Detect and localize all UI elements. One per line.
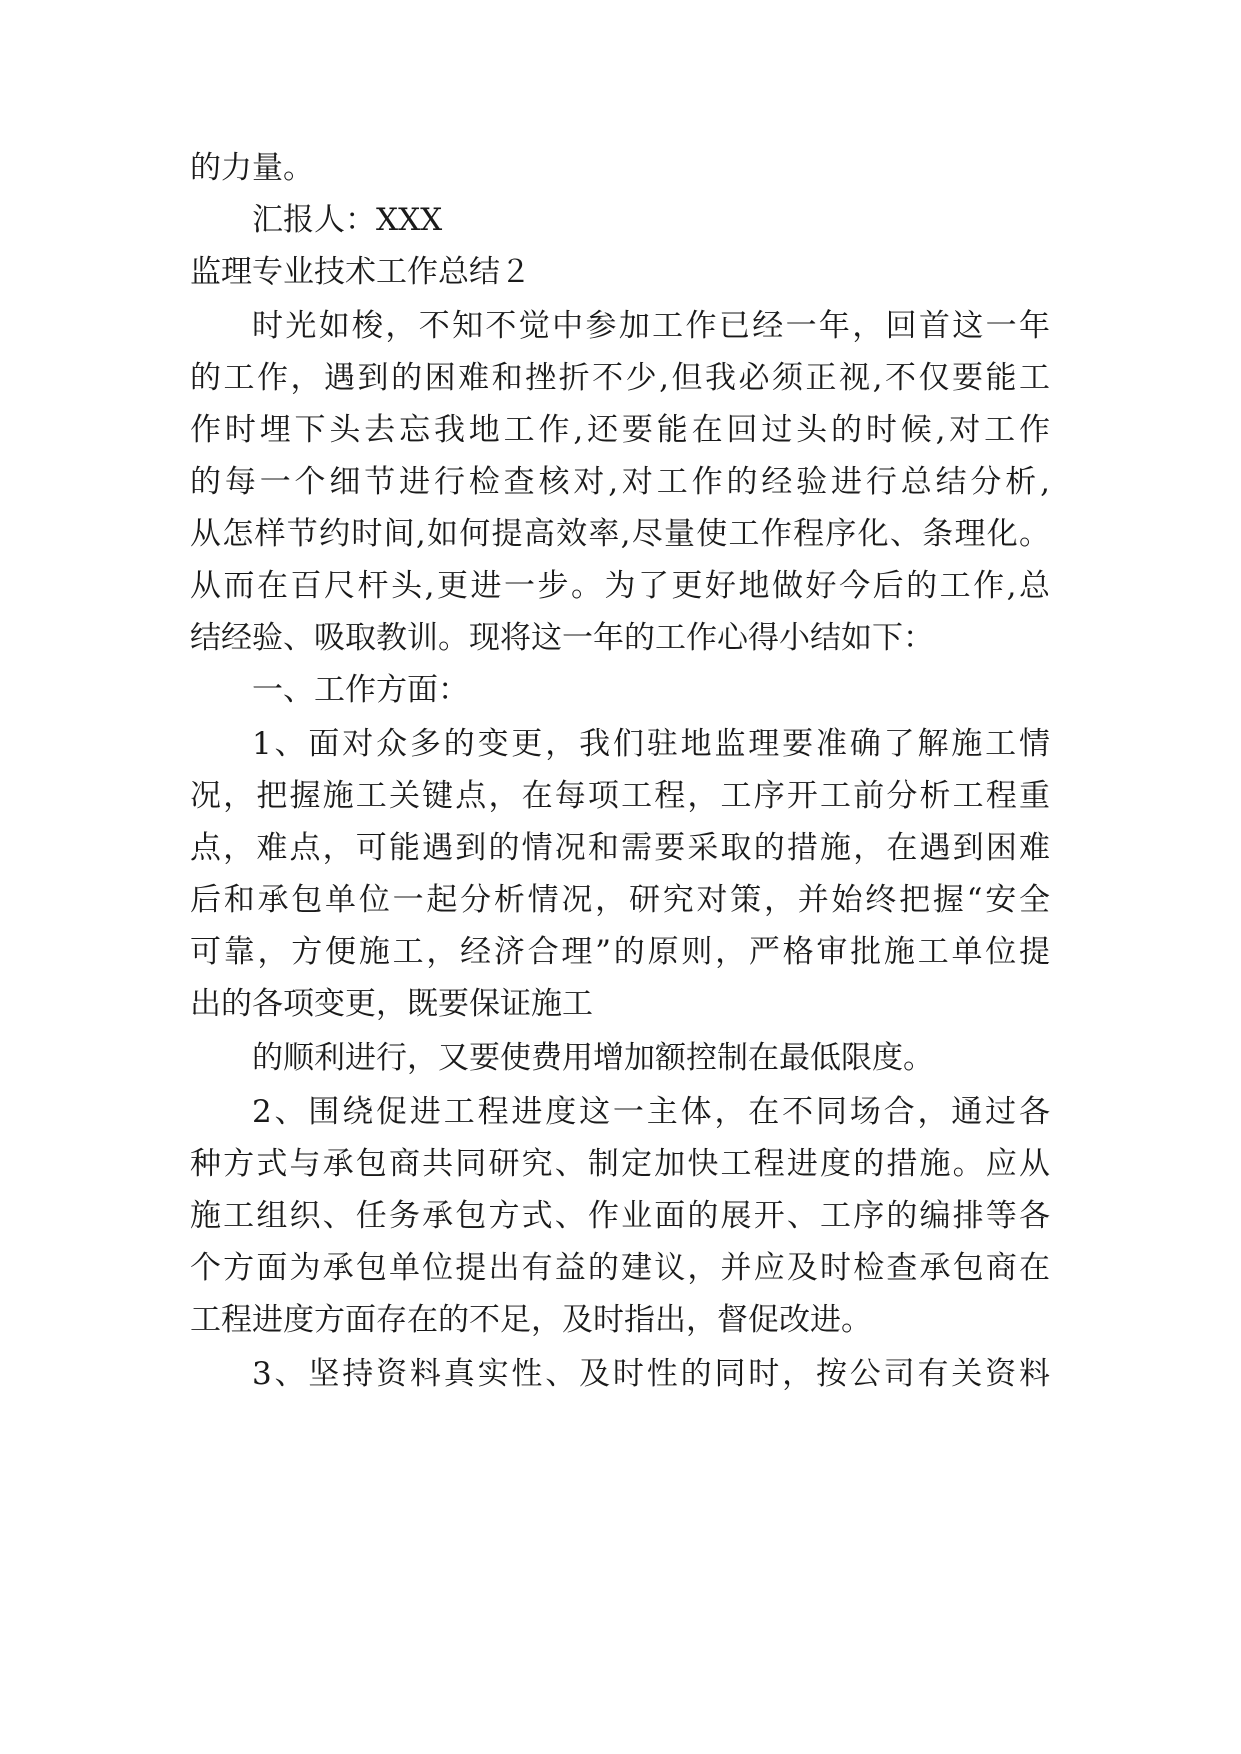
text-line: 的力量。: [190, 150, 314, 186]
text-line: 种方式与承包商共同研究、制定加快工程进度的措施。应从: [190, 1146, 1050, 1182]
text-line: 可靠，方便施工，经济合理”的原则，严格审批施工单位提: [190, 934, 1050, 970]
text-line: 个方面为承包单位提出有益的建议，并应及时检查承包商在: [190, 1250, 1050, 1286]
text-line: 2、围绕促进工程进度这一主体，在不同场合，通过各: [252, 1094, 1050, 1130]
reporter-line: 汇报人：XXX: [252, 202, 443, 238]
text-line: 的顺利进行，又要使费用增加额控制在最低限度。: [252, 1040, 934, 1076]
text-line: 从怎样节约时间,如何提高效率,尽量使工作程序化、条理化。: [190, 516, 1050, 552]
text-line: 3、坚持资料真实性、及时性的同时，按公司有关资料: [252, 1356, 1050, 1392]
text-line: 的每一个细节进行检查核对,对工作的经验进行总结分析,: [190, 464, 1050, 500]
text-line: 工程进度方面存在的不足，及时指出，督促改进。: [190, 1302, 872, 1338]
text-line: 1、面对众多的变更，我们驻地监理要准确了解施工情: [252, 726, 1050, 762]
section-title: 监理专业技术工作总结２: [190, 254, 531, 290]
text-line: 作时埋下头去忘我地工作,还要能在回过头的时候,对工作: [190, 412, 1050, 448]
text-line: 施工组织、任务承包方式、作业面的展开、工序的编排等各: [190, 1198, 1050, 1234]
text-line: 点，难点，可能遇到的情况和需要采取的措施，在遇到困难: [190, 830, 1050, 866]
text-line: 结经验、吸取教训。现将这一年的工作心得小结如下：: [190, 620, 934, 656]
text-line: 的工作，遇到的困难和挫折不少,但我必须正视,不仅要能工: [190, 360, 1050, 396]
text-line: 出的各项变更，既要保证施工: [190, 986, 593, 1022]
text-line: 后和承包单位一起分析情况，研究对策，并始终把握“安全: [190, 882, 1050, 918]
text-line: 时光如梭，不知不觉中参加工作已经一年，回首这一年: [252, 308, 1050, 344]
text-line: 从而在百尺杆头,更进一步。为了更好地做好今后的工作,总: [190, 568, 1050, 604]
subheading: 一、工作方面：: [252, 672, 469, 708]
text-line: 况，把握施工关键点，在每项工程，工序开工前分析工程重: [190, 778, 1050, 814]
